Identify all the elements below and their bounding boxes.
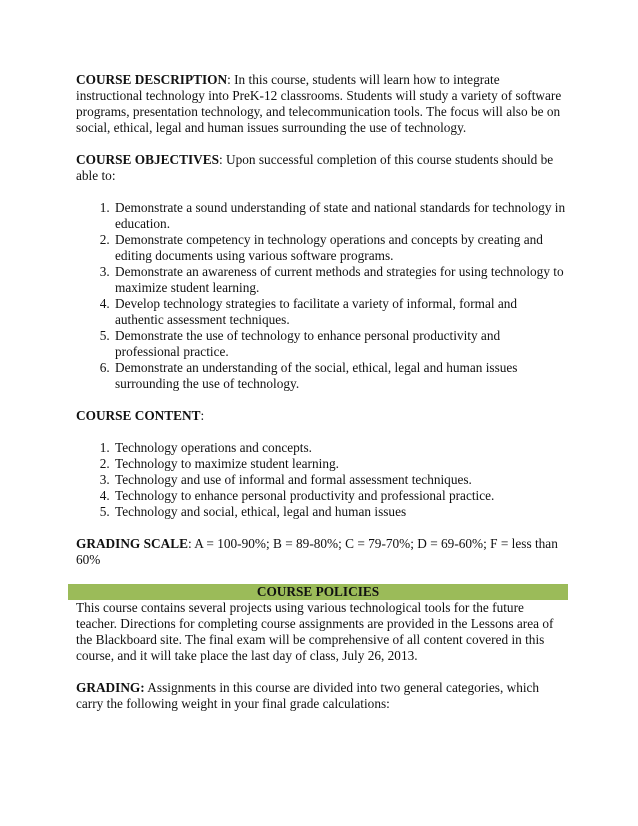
content-item: 4. Technology to enhance personal productivity and professional practice. [113,488,566,504]
course-policies-bar: COURSE POLICIES [68,584,568,600]
course-objectives-list [76,200,566,392]
grading-scale-text: : A = 100-90%; B = 89-80%; C = 79-70%; D = 69-60%; F = less than 60% [76,536,558,567]
grading-text: Assignments in this course are divided into two general categories, which carry the following weight in your final grade calculations: [76,680,540,711]
objective-item: 3. Demonstrate an awareness of current methods and strategies for using technology to maximize student learning. [113,264,566,296]
course-description-heading: COURSE DESCRIPTION [76,72,228,87]
grading-scale-heading: GRADING SCALE [76,536,188,551]
objective-item: 1. Demonstrate a sound understanding of state and national standards for technology in education. [113,200,566,232]
course-objectives-heading: COURSE OBJECTIVES [76,152,219,167]
content-item: 2. Technology to maximize student learning. [113,456,566,472]
content-item: 5. Technology and social, ethical, legal and human issues [113,504,566,520]
course-policies-text: This course contains several projects using various technological tools for the future teacher. Directions for completing course assignments are provided in the Lessons area of the Blackboard site. The final exam will be comprehensive of all content covered in this course, and it will take place the last day of class, July 26, 2013. [76,600,554,663]
course-content-colon: : [200,408,205,423]
course-objectives-paragraph [76,152,566,184]
content-item: 1. Technology operations and concepts. [113,440,566,456]
grading-scale-paragraph [76,536,566,568]
objective-item: 5. Demonstrate the use of technology to enhance personal productivity and professional practice. [113,328,566,360]
course-description-paragraph [76,72,566,136]
content-item: 3. Technology and use of informal and formal assessment techniques. [113,472,566,488]
grading-heading: GRADING: [76,680,145,695]
objective-item: 6. Demonstrate an understanding of the social, ethical, legal and human issues surrounding the use of technology. [113,360,566,392]
document-body [76,72,566,712]
objective-item: 2. Demonstrate competency in technology operations and concepts by creating and editing documents using various software programs. [113,232,566,264]
course-content-list [76,440,566,520]
course-description-text: : In this course, students will learn how to integrate instructional technology into PreK-12 classrooms. Students will study a variety of software programs, presentation technology, and telecommunication tools. The focus will also be on social, ethical, legal and human issues surrounding the use of technology. [76,72,562,135]
objective-item: 4. Develop technology strategies to facilitate a variety of informal, formal and authentic assessment techniques. [113,296,566,328]
grading-paragraph [76,680,566,712]
course-content-paragraph [76,408,566,424]
course-objectives-intro: : Upon successful completion of this course students should be able to: [76,152,554,183]
course-content-heading: COURSE CONTENT [76,408,201,423]
